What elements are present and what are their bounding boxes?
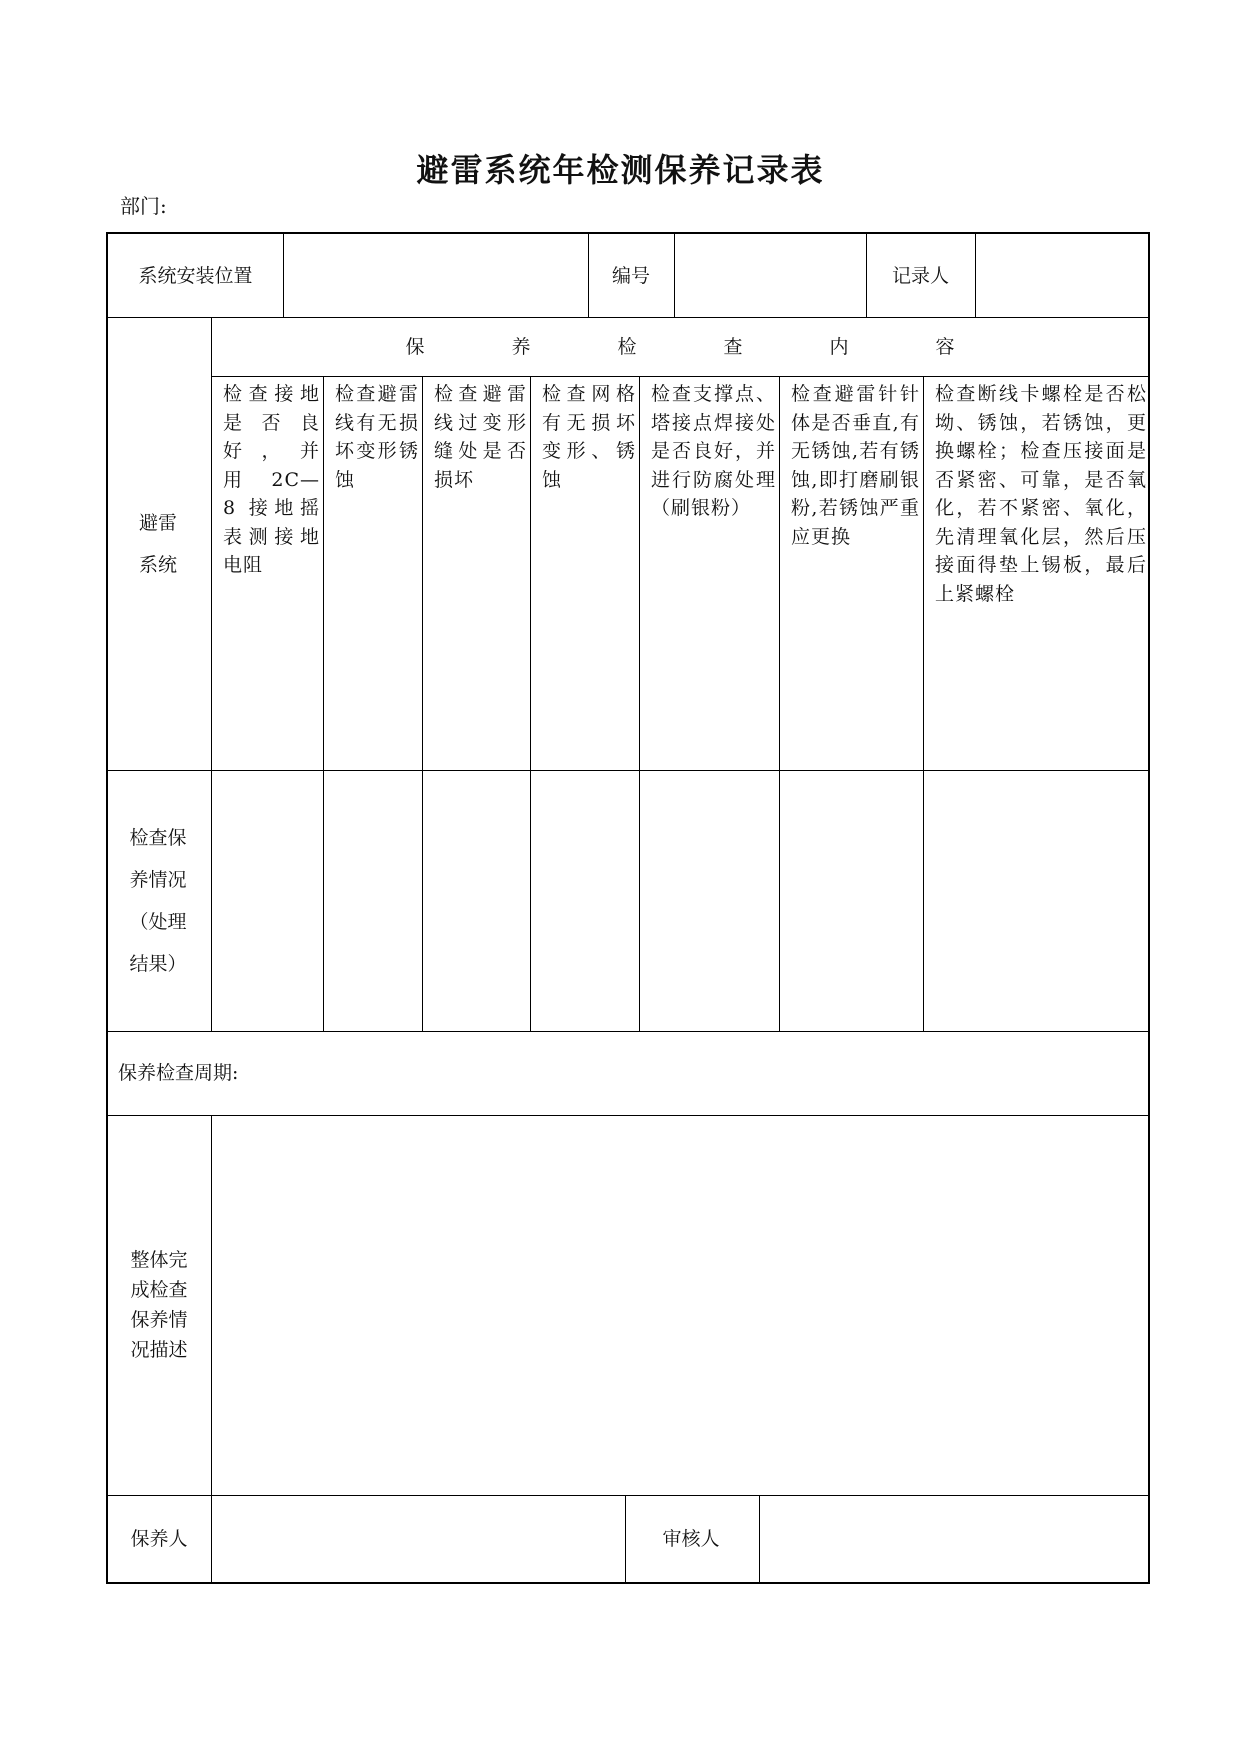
result-fields[interactable]: [210, 770, 1148, 1031]
inspection-item: 检查网格有无损坏变形、锈蚀: [542, 383, 636, 491]
reviewer-label: 审核人: [662, 1527, 720, 1550]
inspection-item: 检查避雷针针体是否垂直,有无锈蚀,若有锈蚀,即打磨刷银粉,若锈蚀严重应更换: [791, 383, 920, 548]
summary-field[interactable]: [210, 1115, 1148, 1495]
category-label: 避雷系统: [138, 512, 177, 576]
page-title: 避雷系统年检测保养记录表: [416, 151, 825, 189]
content-header-char: 保: [405, 336, 425, 358]
inspection-item: 检查支撑点、塔接点焊接处是否良好，并进行防腐处理（刷银粉）: [651, 383, 776, 519]
location-label: 系统安装位置: [138, 264, 253, 287]
inspection-item: 检查避雷线过变形缝处是否损坏: [434, 383, 527, 491]
cycle-label: 保养检查周期:: [118, 1062, 239, 1084]
location-field[interactable]: [283, 234, 588, 317]
maintainer-label: 保养人: [130, 1527, 188, 1550]
recorder-field[interactable]: [975, 234, 1148, 317]
content-header-char: 容: [935, 336, 955, 358]
reviewer-field[interactable]: [758, 1495, 1148, 1582]
inspection-item: 检查断线卡螺栓是否松坳、锈蚀，若锈蚀，更换螺栓；检查压接面是否紧密、可靠，是否氧化，若不紧密、氧化，先清理氧化层，然后压接面得垫上锡板，最后上紧螺栓: [935, 383, 1147, 605]
content-header-char: 养: [511, 336, 531, 358]
content-header: [212, 318, 1148, 376]
content-header-char: 内: [829, 336, 849, 358]
department-label: 部门:: [120, 194, 167, 218]
recorder-label: 记录人: [891, 264, 949, 287]
number-label: 编号: [611, 264, 650, 287]
inspection-item: 检查避雷线有无损坏变形锈蚀: [335, 383, 419, 491]
inspection-item: 检查接地是否良好，并 用 2C—8 接地摇表测接地电阻: [223, 383, 341, 576]
content-header-char: 检: [617, 336, 637, 358]
row-divider: [211, 376, 1148, 377]
result-label: 检查保养情况（处理结果）: [129, 826, 187, 975]
maintainer-field[interactable]: [210, 1495, 624, 1582]
summary-label: 整体完成检查保养情况描述: [130, 1249, 188, 1361]
number-field[interactable]: [674, 234, 866, 317]
content-header-char: 查: [723, 336, 743, 358]
